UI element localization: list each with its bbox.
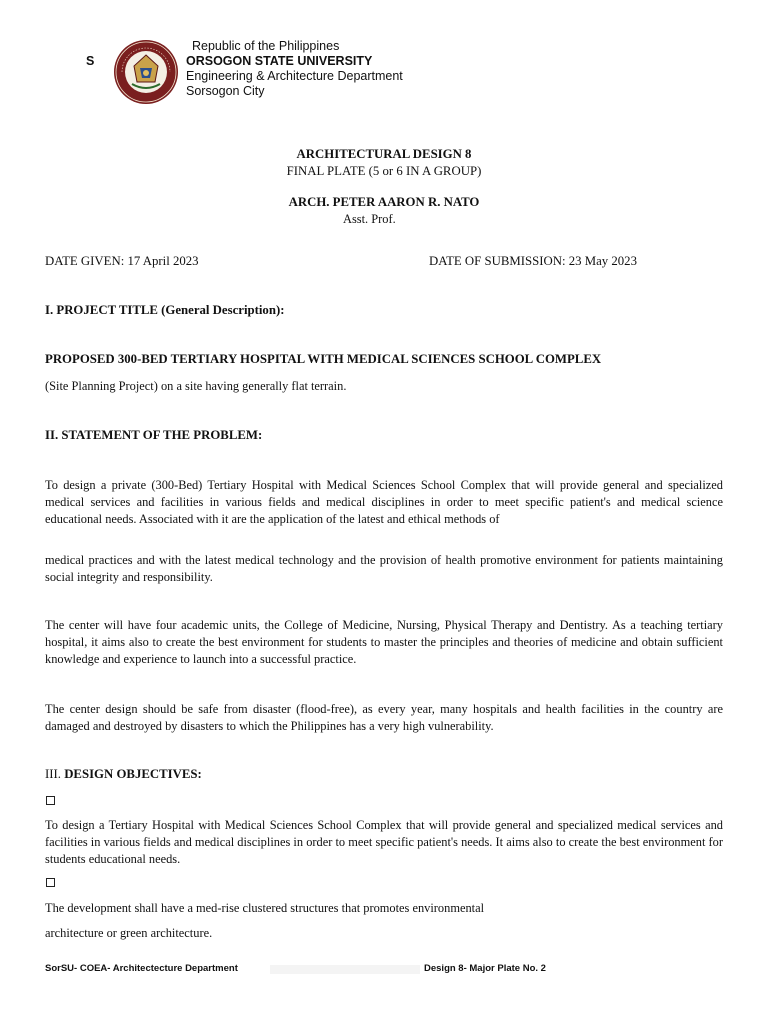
header-s-letter: S: [86, 54, 95, 68]
section-1-heading: I. PROJECT TITLE (General Description):: [45, 303, 285, 317]
section-3-title: DESIGN OBJECTIVES:: [64, 767, 202, 781]
objective-2-line-1: The development shall have a med-rise clustered structures that promotes environmental: [45, 901, 485, 915]
bullet-square-icon: [46, 796, 55, 805]
course-title: ARCHITECTURAL DESIGN 8: [296, 147, 472, 161]
problem-paragraph-3: The center will have four academic units, the College of Medicine, Nursing, Physical Therapy and Dentistry. As a teaching tertiary hospital, it aims also to create the best environment for students to master the principles and theories of medicine and obtain sufficient knowledge and experience to launch into a successful practice.: [45, 618, 723, 666]
header-department: Engineering & Architecture Department: [186, 69, 403, 83]
problem-paragraph-4: The center design should be safe from disaster (flood-free), as every year, many hospitals and health facilities in the country are damaged and destroyed by disasters to which the Philippines has a very high vulnerability.: [45, 702, 723, 733]
objective-2-line-2: architecture or green architecture.: [45, 926, 213, 940]
problem-paragraph-2: medical practices and with the latest medical technology and the provision of health promotive environment for patients maintaining social integrity and responsibility.: [45, 553, 723, 584]
section-2-heading: II. STATEMENT OF THE PROBLEM:: [45, 428, 263, 442]
section-3-heading: [45, 767, 202, 782]
problem-paragraph-1: To design a private (300-Bed) Tertiary Hospital with Medical Sciences School Complex that will provide general and specialized medical services and facilities in various fields and medical disciplines in order to meet specific patient's and medical science educational needs. Associated with it are the application of the latest and ethical methods of: [45, 478, 723, 526]
instructor-name: ARCH. PETER AARON R. NATO: [288, 195, 480, 209]
footer-right: Design 8- Major Plate No. 2: [424, 963, 546, 974]
header-republic: Republic of the Philippines: [192, 39, 340, 53]
project-title: PROPOSED 300-BED TERTIARY HOSPITAL WITH MEDICAL SCIENCES SCHOOL COMPLEX: [45, 352, 602, 366]
date-submission: DATE OF SUBMISSION: 23 May 2023: [429, 254, 637, 268]
course-plate: FINAL PLATE (5 or 6 IN A GROUP): [286, 164, 482, 178]
section-3-number: III.: [45, 767, 61, 781]
bullet-square-icon: [46, 878, 55, 887]
project-description: (Site Planning Project) on a site having generally flat terrain.: [45, 379, 347, 393]
date-given: DATE GIVEN: 17 April 2023: [45, 254, 199, 268]
header-city: Sorsogon City: [186, 84, 265, 98]
instructor-title: Asst. Prof.: [343, 212, 396, 226]
header-university: ORSOGON STATE UNIVERSITY: [186, 54, 373, 68]
objective-1: To design a Tertiary Hospital with Medical Sciences School Complex that will provide general and specialized medical services and facilities in various fields and medical disciplines in order to meet specific patient's needs. It aims also to create the best environment for students educational needs.: [45, 818, 723, 866]
university-seal-logo: [112, 38, 180, 106]
footer-shade: [270, 965, 420, 974]
footer-left: SorSU- COEA- Architectecture Department: [45, 963, 238, 974]
